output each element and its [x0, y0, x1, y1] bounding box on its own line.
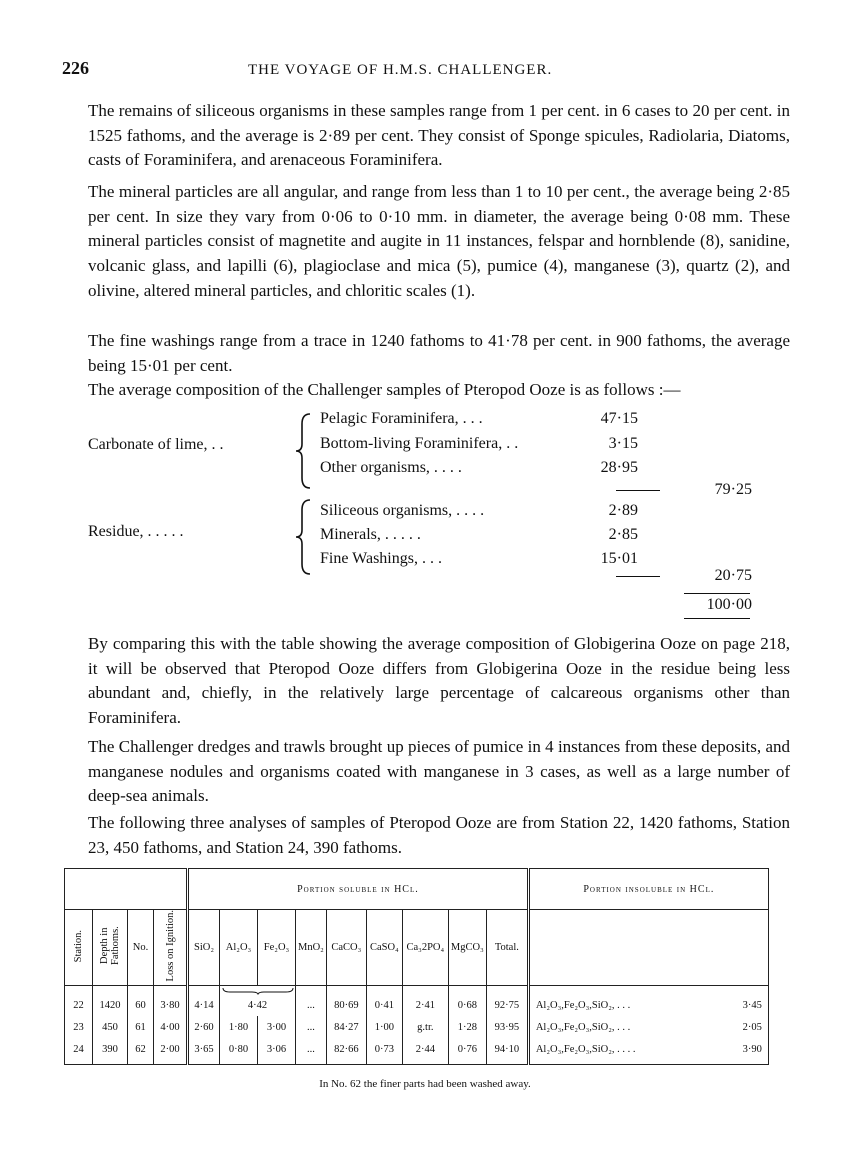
paragraph-analyses-intro: The following three analyses of samples of Pteropod Ooze are from Station 22, 1420 fathoms, Station 23, 450 fathoms, and Station 24, 390 fathoms.	[88, 813, 790, 857]
col-no: No.	[128, 910, 154, 986]
cell-insoluble-value: 2·05	[728, 1016, 768, 1038]
carbonate-item-value: 47·15	[600, 410, 638, 427]
cell-ca3po4: g.tr.	[402, 1016, 448, 1038]
carbonate-item-value: 28·95	[600, 459, 638, 476]
col-sio2: SiO₂	[188, 910, 220, 986]
cell-total: 92·75	[486, 986, 528, 1017]
col-depth-label: Depth in Fathoms.	[99, 926, 121, 966]
col-station	[65, 910, 93, 986]
table-row	[65, 1038, 769, 1065]
residue-item-name: Siliceous organisms, . . . .	[320, 502, 485, 519]
residue-item-value: 2·89	[608, 502, 638, 519]
residue-brace-icon	[294, 498, 314, 576]
soluble-header: Portion soluble in HCl.	[188, 869, 529, 910]
cell-caso4: 0·41	[366, 986, 402, 1017]
carbonate-item-name: Pelagic Foraminifera, . . .	[320, 410, 483, 427]
cell-loss: 3·80	[154, 986, 188, 1017]
paragraph-dredges: The Challenger dredges and trawls brought up pieces of pumice in 4 instances from these deposits, and manganese nodules and organisms coated with manganese in 3 cases, as well as a large number of deep-sea animals.	[88, 737, 790, 806]
cell-station: 22	[65, 986, 93, 1017]
cell-mgco3: 0·68	[448, 986, 486, 1017]
combined-brace-icon	[222, 987, 294, 995]
total-rule-bottom	[684, 618, 750, 619]
cell-station: 23	[65, 1016, 93, 1038]
paragraph-fine-washings: The fine washings range from a trace in 1240 fathoms to 41·78 per cent. in 900 fathoms, the average being 15·01 per cent.	[88, 331, 790, 375]
residue-item-name: Minerals, . . . . .	[320, 526, 421, 543]
paragraph-siliceous: The remains of siliceous organisms in these samples range from 1 per cent. in 6 cases to 20 per cent. in 1525 fathoms, and the average is 2·89 per cent. They consist of Sponge spicules, Radiolaria, Diatoms, casts of Foraminifera, and arenaceous Foraminifera.	[88, 101, 790, 170]
table-header-blank	[65, 869, 188, 910]
col-loss	[154, 910, 188, 986]
cell-al2o3: 1·80	[220, 1016, 258, 1038]
col-ca3po4: Ca₃2PO₄	[402, 910, 448, 986]
page-number: 226	[62, 58, 89, 78]
cell-insoluble-label: Al₂O₃,Fe₂O₃,SiO₂, . . .	[528, 1016, 728, 1038]
cell-ca3po4: 2·44	[402, 1038, 448, 1065]
cell-mgco3: 0·76	[448, 1038, 486, 1065]
col-caso4: CaSO₄	[366, 910, 402, 986]
cell-fe2o3: 3·00	[258, 1016, 296, 1038]
cell-insoluble-value: 3·45	[728, 986, 768, 1017]
col-fe2o3: Fe₂O₃	[258, 910, 296, 986]
cell-mno2: ...	[296, 986, 327, 1017]
carbonate-item-name: Other organisms, . . . .	[320, 459, 462, 476]
cell-caso4: 0·73	[366, 1038, 402, 1065]
residue-item-name: Fine Washings, . . .	[320, 550, 442, 567]
cell-depth: 450	[93, 1016, 128, 1038]
cell-mno2: ...	[296, 1038, 327, 1065]
composition-table	[88, 410, 768, 625]
running-head: THE VOYAGE OF H.M.S. CHALLENGER.	[248, 62, 553, 78]
subtotal-rule	[616, 490, 660, 491]
cell-fe2o3: 3·06	[258, 1038, 296, 1065]
cell-total: 93·95	[486, 1016, 528, 1038]
cell-loss: 2·00	[154, 1038, 188, 1065]
carbonate-item-value: 3·15	[608, 435, 638, 452]
cell-no: 62	[128, 1038, 154, 1065]
cell-depth: 1420	[93, 986, 128, 1017]
cell-combined-value: 4·42	[247, 999, 268, 1011]
carbonate-brace-icon	[294, 412, 314, 490]
paragraph-comparison: By comparing this with the table showing the average composition of Globigerina Ooze on page 218, it will be observed that Pteropod Ooze differs from Globigerina Ooze in the residue being less abundant and, chiefly, in the relatively large percentage of calcareous organisms other than Foraminifera.	[88, 634, 790, 728]
cell-loss: 4·00	[154, 1016, 188, 1038]
col-mgco3: MgCO₃	[448, 910, 486, 986]
table-row	[65, 1016, 769, 1038]
cell-caco3: 82·66	[326, 1038, 366, 1065]
grand-total: 100·00	[706, 596, 752, 613]
col-mno2: MnO₂	[296, 910, 327, 986]
paragraph-average-intro: The average composition of the Challenger samples of Pteropod Ooze is as follows :—	[88, 380, 681, 399]
cell-insoluble-label: Al₂O₃,Fe₂O₃,SiO₂, . . .	[528, 986, 728, 1017]
carbonate-label: Carbonate of lime, . .	[88, 436, 224, 453]
cell-al2o3: 0·80	[220, 1038, 258, 1065]
cell-total: 94·10	[486, 1038, 528, 1065]
cell-caso4: 1·00	[366, 1016, 402, 1038]
carbonate-total: 79·25	[714, 481, 752, 498]
cell-caco3: 80·69	[326, 986, 366, 1017]
cell-no: 60	[128, 986, 154, 1017]
cell-mgco3: 1·28	[448, 1016, 486, 1038]
table-row	[65, 986, 769, 1017]
col-loss-label: Loss on Ignition.	[164, 910, 176, 982]
cell-sio2: 4·14	[188, 986, 220, 1017]
residue-label: Residue, . . . . .	[88, 523, 184, 540]
cell-station: 24	[65, 1038, 93, 1065]
cell-mno2: ...	[296, 1016, 327, 1038]
col-insoluble-blank	[528, 910, 768, 986]
total-rule	[684, 593, 750, 594]
col-total: Total.	[486, 910, 528, 986]
cell-insoluble-label: Al₂O₃,Fe₂O₃,SiO₂, . . . .	[528, 1038, 728, 1065]
residue-total: 20·75	[714, 567, 752, 584]
insoluble-header: Portion insoluble in HCl.	[528, 869, 768, 910]
cell-sio2: 3·65	[188, 1038, 220, 1065]
subtotal-rule	[616, 576, 660, 577]
cell-depth: 390	[93, 1038, 128, 1065]
cell-caco3: 84·27	[326, 1016, 366, 1038]
col-caco3: CaCO₃	[326, 910, 366, 986]
residue-item-value: 15·01	[600, 550, 638, 567]
carbonate-item-name: Bottom-living Foraminifera, . .	[320, 435, 519, 452]
analysis-table	[64, 868, 769, 1065]
table-footnote: In No. 62 the finer parts had been washed away.	[319, 1078, 531, 1090]
cell-no: 61	[128, 1016, 154, 1038]
paragraph-mineral: The mineral particles are all angular, and range from less than 1 to 10 per cent., the average being 2·85 per cent. In size they vary from 0·06 to 0·10 mm. in diameter, the average being 0·08 mm. These mineral particles consist of magnetite and augite in 11 instances, felspar and hornblende (8), sanidine, volcanic glass, and lapilli (6), plagioclase and mica (5), pumice (4), manganese (3), quartz (2), and olivine, altered mineral particles, and chloritic scales (1).	[88, 182, 790, 300]
col-al2o3: Al₂O₃	[220, 910, 258, 986]
cell-sio2: 2·60	[188, 1016, 220, 1038]
cell-ca3po4: 2·41	[402, 986, 448, 1017]
col-station-label: Station.	[73, 929, 84, 963]
cell-al2o3-fe2o3-combined	[220, 986, 296, 1017]
residue-item-value: 2·85	[608, 526, 638, 543]
cell-insoluble-value: 3·90	[728, 1038, 768, 1065]
col-depth	[93, 910, 128, 986]
